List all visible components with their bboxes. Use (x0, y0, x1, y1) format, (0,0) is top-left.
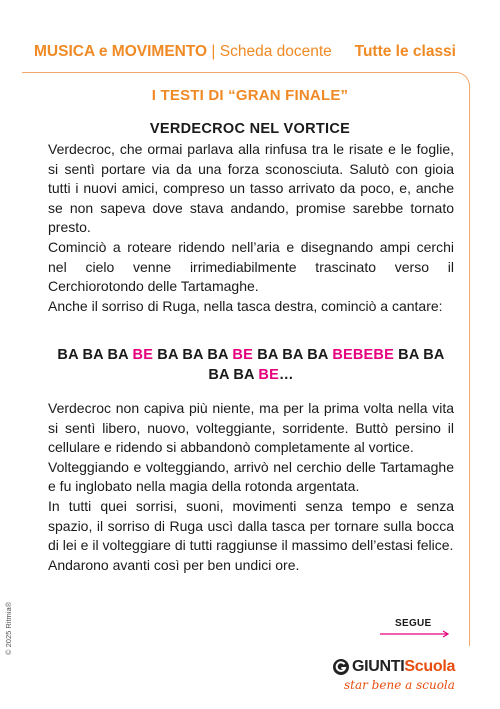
continue-link[interactable]: SEGUE (395, 618, 432, 629)
brand-accent: Scuola (404, 658, 456, 675)
chant-be: BE (132, 347, 154, 363)
chant-ba: BA BA BA (153, 347, 233, 363)
header-separator: | (211, 43, 216, 60)
publisher-logo (330, 656, 462, 700)
chant-be: BEBEBE (332, 347, 394, 363)
chant-be: BE (232, 347, 253, 363)
paragraph: In tutti quei sorrisi, suoni, movimenti senza tempo e senza spazio, il sorriso di Ruga uscì dalla tasca per tornare sulla bocca di lei e il volteggiare di tutti raggiunse il massimo dell’estasi felice. (48, 497, 454, 554)
header-subject: MUSICA e MOVIMENTO (34, 43, 208, 60)
chant-lyrics (48, 345, 454, 385)
header-audience: Tutte le classi (354, 43, 456, 60)
paragraph: Verdecroc, che ormai parlava alla rinfusa tra le risate e le foglie, si sentì portare via da una forza sconosciuta. Salutò con gioia tutti i nuovi amici, compreso un tasso arrivato da poco, e, anche se non sapeva dove stava andando, promise sarebbe tornato presto. (48, 141, 454, 236)
chant-ba: BA BA BA (252, 347, 333, 363)
chant-ellipsis: … (278, 367, 294, 383)
paragraph: Cominciò a roteare ridendo nell’aria e disegnando ampi cerchi nel cielo venne irrimediabilmente trascinato verso il Cerchiorotondo delle Tartamaghe. (48, 238, 454, 295)
section-title: I TESTI DI “GRAN FINALE” (151, 87, 349, 104)
header-subject-line (34, 43, 332, 61)
paragraph: Anche il sorriso di Ruga, nella tasca destra, cominciò a cantare: (48, 297, 443, 314)
copyright-notice: © 2025 Ritmia® (4, 601, 13, 655)
header-sheet-type: Scheda docente (219, 43, 332, 60)
page-header (34, 43, 456, 65)
arrow-right-icon (380, 630, 452, 638)
chant-ba: BA BA BA BA (208, 347, 445, 383)
brand-main: GIUNTI (352, 658, 405, 675)
story-text-after (48, 399, 454, 575)
story-text-before (48, 140, 454, 316)
brand-name (352, 658, 455, 676)
paragraph: Andarono avanti così per ben undici ore. (48, 556, 300, 573)
paragraph: Verdecroc non capiva più niente, ma per la prima volta nella vita si sentì libero, nuovo, volteggiante, sorridente. Buttò persino il cellulare e ridendo si abbandonò completamente al vortice. (48, 400, 454, 456)
paragraph: Volteggiando e volteggiando, arrivò nel cerchio delle Tartamaghe e fu inglobato nella magia della rotonda argentata. (48, 458, 454, 495)
brand-tagline: star bene a scuola (344, 678, 455, 692)
chant-be: BE (258, 367, 279, 383)
giunti-g-icon (332, 658, 350, 676)
chant-ba: BA BA BA (57, 347, 133, 363)
story-title: VERDECROC NEL VORTICE (149, 121, 351, 137)
